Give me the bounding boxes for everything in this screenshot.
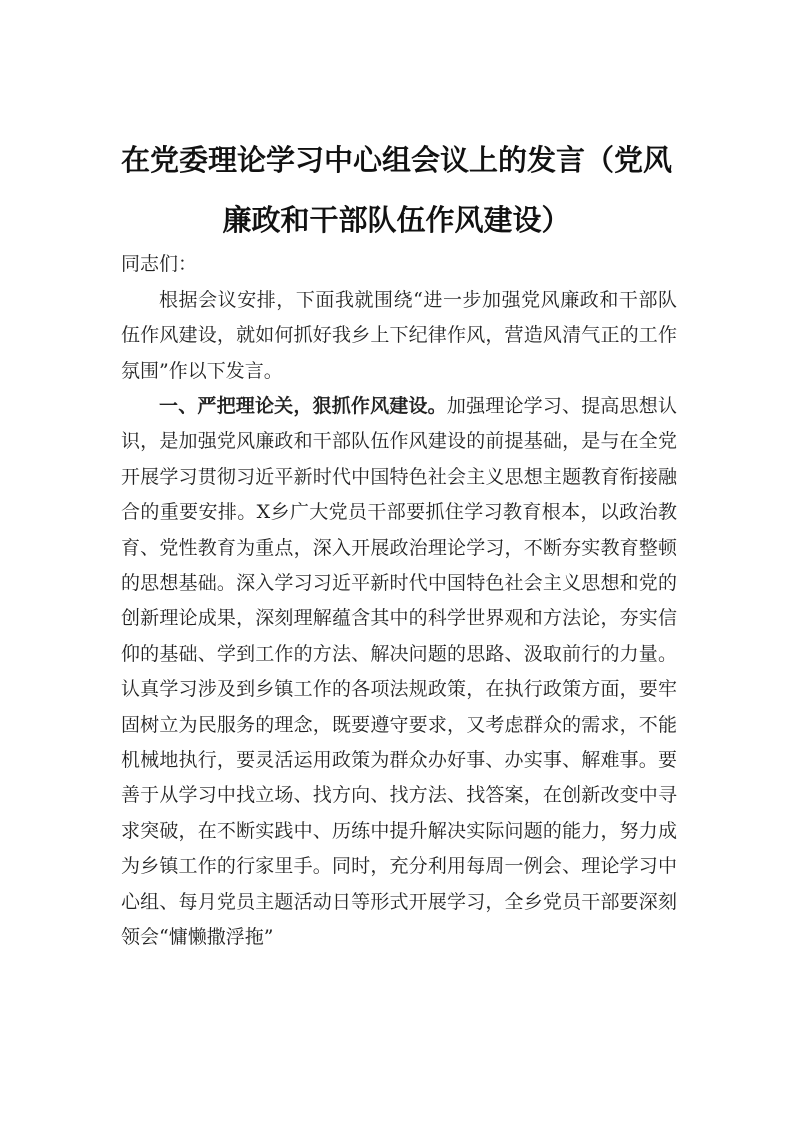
intro-paragraph: 根据会议安排，下面我就围绕“进一步加强党风廉政和干部队伍作风建设，就如何抓好我乡上下纪律作风，营造风清气正的工作氛围”作以下发言。 bbox=[121, 289, 677, 382]
document-title-line-1: 在党委理论学习中心组会议上的发言（党风 bbox=[120, 143, 672, 177]
greeting: 同志们： bbox=[121, 253, 198, 275]
section-1-paragraph bbox=[121, 389, 677, 956]
section-1-heading: 一、严把理论关，狠抓作风建设。 bbox=[159, 395, 447, 417]
document-title-line-2: 廉政和干部队伍作风建设） bbox=[222, 203, 571, 237]
section-1-body: 加强理论学习、提高思想认识，是加强党风廉政和干部队伍作风建设的前提基础，是与在全党开展学习贯彻习近平新时代中国特色社会主义思想主题教育衔接融合的重要安排。X乡广大党员干部要抓住学习教育根本，以政治教育、党性教育为重点，深入开展政治理论学习，不断夯实教育整顿的思想基础。深入学习习近平新时代中国特色社会主义思想和党的创新理论成果，深刻理解蕴含其中的科学世界观和方法论，夯实信仰的基础、学到工作的方法、解决问题的思路、汲取前行的力量。认真学习涉及到乡镇工作的各项法规政策，在执行政策方面，要牢固树立为民服务的理念，既要遵守要求，又考虑群众的需求，不能机械地执行，要灵活运用政策为群众办好事、办实事、解难事。要善于从学习中找立场、找方向、找方法、找答案，在创新改变中寻求突破，在不断实践中、历练中提升解决实际问题的能力，努力成为乡镇工作的行家里手。同时，充分利用每周一例会、理论学习中心组、每月党员主题活动日等形式开展学习，全乡党员干部要深刻领会“慵懒撒浮拖” bbox=[121, 395, 677, 949]
